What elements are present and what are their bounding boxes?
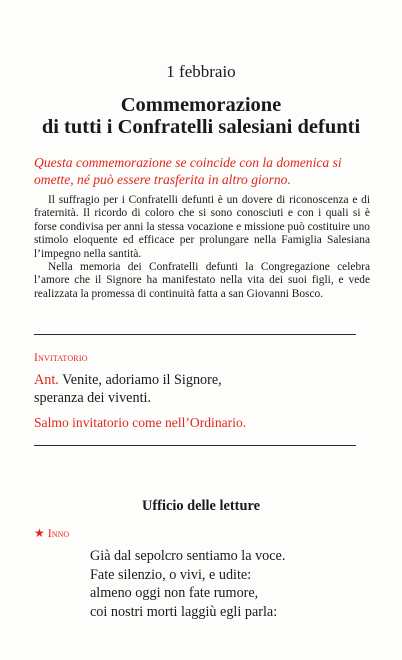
intro-text	[34, 194, 370, 301]
title-line-2: di tutti i Confratelli salesiani defunti	[41, 116, 361, 138]
inno-heading	[34, 526, 69, 541]
hymn-line: Fate silenzio, o vivi, e udite:	[90, 566, 252, 583]
inno-label: Inno	[47, 526, 70, 540]
hymn-line: almeno oggi non fate rumore,	[90, 585, 259, 601]
page-title	[0, 94, 402, 138]
ufficio-title: Ufficio delle letture	[141, 498, 260, 514]
divider-rule	[34, 445, 356, 446]
title-line-1: Commemorazione	[120, 94, 282, 116]
salmo-rubric: Salmo invitatorio come nell’Ordinario.	[34, 415, 247, 430]
hymn-text	[90, 547, 380, 621]
intro-paragraph-1: Il suffragio per i Confratelli defunti è un dovere di riconoscenza e di fraternità. Il ricordo di coloro che si sono conosciuti e con i quali si è forse condivisa per anni la stessa vocazione e missione può costituire uno stimolo eloquente ed efficace per prolungare nella Famiglia Salesiana l’impegno nella santità.	[34, 194, 370, 260]
antiphon-line-2: speranza dei viventi.	[34, 390, 151, 406]
antiphon-line-1: Venite, adoriamo il Signore,	[62, 372, 222, 388]
invitatorio-heading: Invitatorio	[34, 352, 88, 364]
hymn-line: coi nostri morti laggiù egli parla:	[90, 603, 278, 620]
divider-rule	[34, 334, 356, 335]
intro-paragraph-2: Nella memoria dei Confratelli defunti la Congregazione celebra l’amore che il Signore ha manifestato nella vita dei suoi figli, e vede realizzata la promessa di continuità fatta a san Giovanni Bosco.	[34, 261, 370, 300]
hymn-line: Già dal sepolcro sentiamo la voce.	[90, 548, 286, 564]
antiphon-label: Ant.	[34, 372, 59, 388]
star-icon: ★	[34, 526, 45, 540]
rubric-note: Questa commemorazione se coincide con la domenica si omette, né può essere trasferita in altro giorno.	[34, 155, 342, 187]
page-date: 1 febbraio	[166, 62, 236, 81]
invitatorio-antiphon	[34, 371, 354, 407]
